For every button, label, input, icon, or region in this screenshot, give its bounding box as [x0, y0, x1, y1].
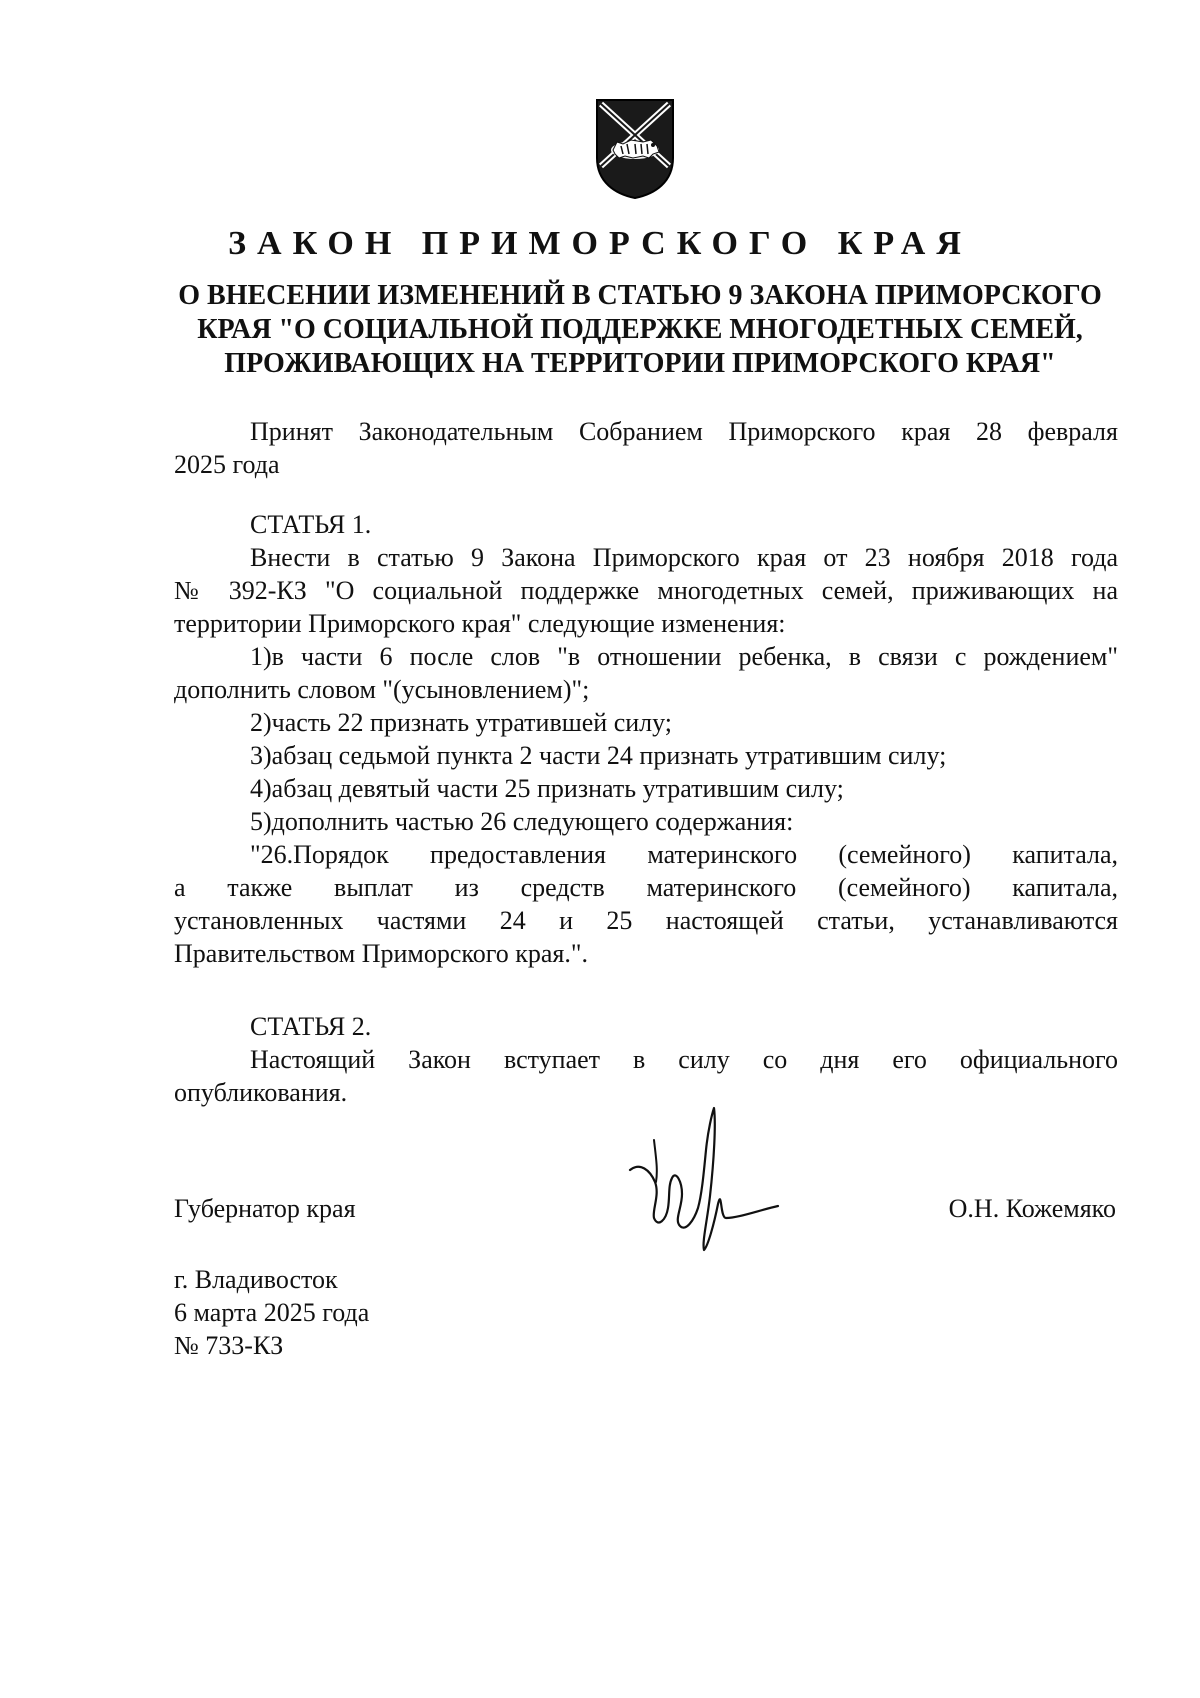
article-1-body: [174, 541, 1118, 970]
article-1-intro-line: № 392-КЗ "О социальной поддержке многодетных семей, приживающих на: [174, 576, 1118, 605]
article-1-heading: СТАТЬЯ 1.: [250, 510, 372, 539]
article-2-line: Настоящий Закон вступает в силу со дня его официального: [250, 1045, 1118, 1074]
quote-line: установленных частями 24 и 25 настоящей статьи, устанавливаются: [174, 906, 1118, 935]
article-2-heading: СТАТЬЯ 2.: [250, 1012, 372, 1041]
article-1-item-5: 5)дополнить частью 26 следующего содержания:: [250, 807, 794, 836]
law-title: ЗАКОН ПРИМОРСКОГО КРАЯ: [228, 225, 972, 262]
law-subtitle: [175, 279, 1105, 381]
adoption-line: Принят Законодательным Собранием Приморского края 28 февраля: [250, 417, 1118, 446]
adoption-line: 2025 года: [174, 450, 280, 479]
subtitle-line: КРАЯ "О СОЦИАЛЬНОЙ ПОДДЕРЖКЕ МНОГОДЕТНЫХ СЕМЕЙ,: [197, 314, 1083, 345]
article-1-item-1: 1)в части 6 после слов "в отношении ребенка, в связи с рождением": [250, 642, 1118, 671]
article-1-item-4: 4)абзац девятый части 25 признать утратившим силу;: [250, 774, 844, 803]
article-2-line: опубликования.: [174, 1078, 348, 1107]
quote-line: Правительством Приморского края.".: [174, 939, 588, 968]
footer-city: г. Владивосток: [174, 1265, 338, 1294]
handwritten-signature: [610, 1100, 780, 1255]
quote-line: "26.Порядок предоставления материнского (семейного) капитала,: [250, 840, 1118, 869]
footer-date: 6 марта 2025 года: [174, 1298, 370, 1327]
footer-info: [174, 1263, 369, 1362]
quote-line: а также выплат из средств материнского (семейного) капитала,: [174, 873, 1118, 902]
article-1-item-3: 3)абзац седьмой пункта 2 части 24 признать утратившим силу;: [250, 741, 947, 770]
article-1-intro-line: территории Приморского края" следующие изменения:: [174, 609, 786, 638]
signatory-name: О.Н. Кожемяко: [948, 1194, 1116, 1223]
article-1-intro-line: Внести в статью 9 Закона Приморского края от 23 ноября 2018 года: [250, 543, 1118, 572]
article-1-item-1-cont: дополнить словом "(усыновлением)";: [174, 675, 590, 704]
subtitle-line: ПРОЖИВАЮЩИХ НА ТЕРРИТОРИИ ПРИМОРСКОГО КРАЯ": [224, 348, 1056, 379]
footer-number: № 733-КЗ: [174, 1331, 284, 1360]
signatory-role: Губернатор края: [174, 1194, 356, 1223]
article-1-item-2: 2)часть 22 признать утратившей силу;: [250, 708, 673, 737]
subtitle-line: О ВНЕСЕНИИ ИЗМЕНЕНИЙ В СТАТЬЮ 9 ЗАКОНА ПРИМОРСКОГО: [178, 280, 1102, 311]
coat-of-arms-icon: [593, 96, 677, 200]
adoption-paragraph: [174, 415, 1118, 481]
